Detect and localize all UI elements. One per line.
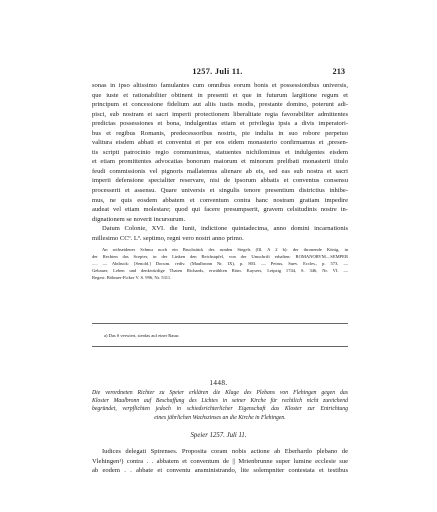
text-line: principum et concessione fidelium aut aliis iustis modis, prestante domino, poterunt adi- xyxy=(92,101,348,109)
running-title: 1257. Juli 11. xyxy=(192,67,243,76)
text-line: valitura eisdem abbati et conventui et per eos eidem monasterio confirmamus et ,presen- xyxy=(92,139,348,147)
footnote-divider xyxy=(92,323,348,324)
text-line: Vlehingen¹) contra . . abbatem et conventum de || Mrienbrunne super lumine ecclesie sue xyxy=(92,457,348,465)
dateline: Speier 1257. Juli 11. xyxy=(190,432,247,439)
regest-line: Kloster Maulbronn auf Beschaffung des Lichtes in seiner Kirche für rechtlich nicht zureichend xyxy=(92,398,348,405)
regest xyxy=(92,389,348,422)
text-line: processerit et assensu. Quare universis et singulis tenore presentium districtius inhibe- xyxy=(92,187,348,195)
text-line: bus et regibus Romanis, predecessoribus nostris, pie indulta in suo robore perpetuo xyxy=(92,129,348,137)
text-line: predictas possessiones et bona, indulgentias etiam et privilegia ipsis a divis imperatori- xyxy=(92,120,348,128)
page-number: 213 xyxy=(332,67,345,76)
footnote-a: a) Das S verwiert, sierdas auf einer Rasur. xyxy=(104,333,180,338)
second-charter-text xyxy=(92,447,348,476)
note-line: An rothseidener Schnur noch ein Bruchstück des runden Siegels (Ill. A 2 b): der thronende König, in xyxy=(102,247,348,252)
text-line: Iudices delegati Spirenses. Proposita coram nobis actione ab Eberhardo plebano de xyxy=(102,448,348,455)
text-line: et etiam promittentes advocatias bonorum maiorum et minorum prelibati monasterii titulo xyxy=(92,158,348,166)
text-line: pisci, sub nostram et sacri imperii protectionem liberalitate regia favorabiliter admittentes xyxy=(92,110,348,118)
note-line: Regest: Böhmer-Ficker V. S. 996, Nr. 5311. xyxy=(92,275,172,281)
note-line: der Rechten das Scepter, in der Linken den Reichsapfel, von der Umschrift erhalten: ROMANORVM....SEMPER xyxy=(92,254,348,260)
text-line: sonas in ipso altissimo famulantes cum omnibus eorum bonis et possessionibus universis, xyxy=(92,82,348,89)
text-line: que iuste et rationabiliter obtinent in presenti et que in futurum largitione regum et xyxy=(92,91,348,99)
text-line: millesimo CCº. Lº. septimo, regni vero nostri anno primo. xyxy=(92,234,244,242)
text-line: mus, ne quis eosdem abbatem et conventum contra hanc nostram gratiam impedire xyxy=(92,196,348,204)
text-line: ab eodem . . abbate et conventu ansministrando, lite solempniter contestata et testibus xyxy=(92,467,348,475)
text-line: Datum Colonie, XVI. die Iunii, indictione quintadecima, anno domini incarnationis xyxy=(102,225,348,233)
note-line: ..... — Abdruck: [Senold.] Docum. rediv. (Maulbronn Nr. IX), p. 803. — Petrus, Suev. Eccles., p. 573. — xyxy=(92,261,348,267)
text-line: feudi commissionis vel pignoris mallatemus alienare ab eis, sed eas sub nostra et sacri xyxy=(92,167,348,175)
regest-line: begründet, verpflichten jedoch in schiedsrichterlicher Eigenschaft das Kloster zur Entrichtung xyxy=(92,406,348,413)
text-line: imperii defensione specialiter reservare, nisi de ipsorum abbatis et conventus consensu xyxy=(92,177,348,185)
regest-line: eines jährlichen Wachszinses an die Kirche in Flehingen. xyxy=(154,414,286,421)
text-line: audeat vel etiam molestare; quod qui facere presumpserit, gravem celsitudinis nostre in- xyxy=(92,206,348,214)
charter-text xyxy=(92,81,348,243)
apparatus-notes xyxy=(92,246,348,281)
regest-line: Die verordneten Richter zu Speier erklären die Klage des Plebans von Flehingen gegen das xyxy=(92,390,348,396)
note-line: Gebauer, Leben und denkwürdige Thaten Richards, erwählten Röm. Kaysers, Leipzig 1744, S. 346, Nr. VI. — xyxy=(92,268,348,274)
running-header xyxy=(90,67,345,79)
document-number: 1448. xyxy=(209,379,228,387)
text-line: tis scripti patrocinio regio communimus, statuentes nichilominus et indulgentes eisdem xyxy=(92,148,348,156)
section-divider xyxy=(92,346,348,347)
text-line: dignationem se noverit incursurum. xyxy=(92,215,186,223)
